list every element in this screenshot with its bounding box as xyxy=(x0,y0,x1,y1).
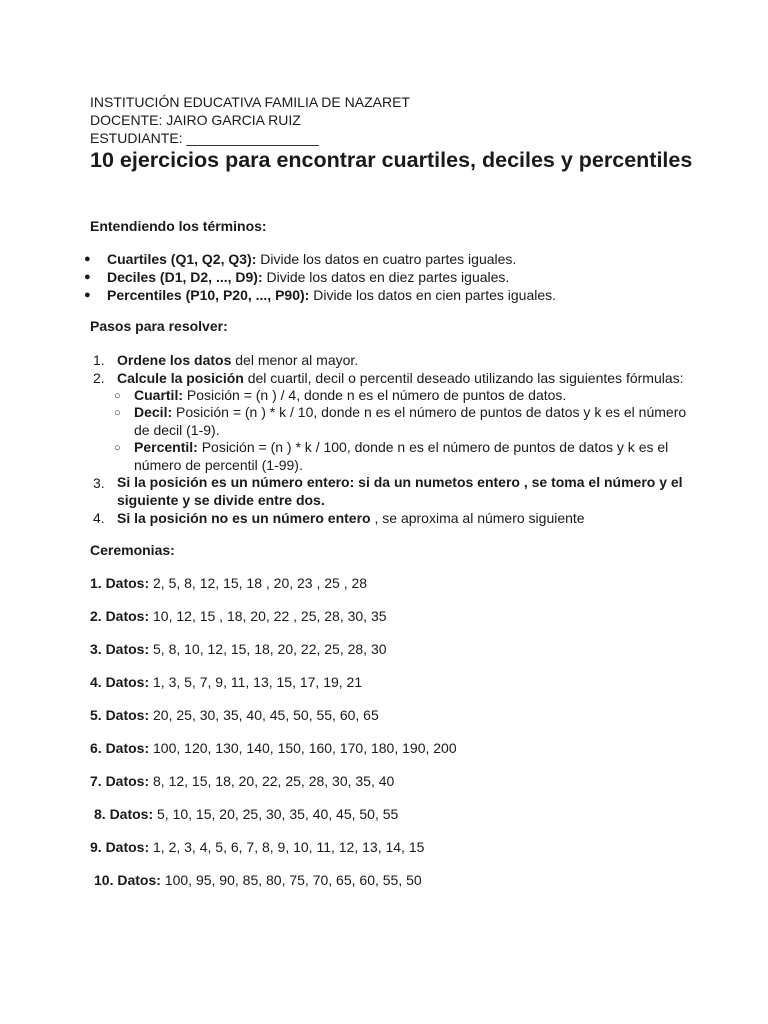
step-item: Si la posición es un número entero: si da un numetos entero , se toma el número y el siguiente y se divide entre dos. xyxy=(117,474,683,508)
exercises-heading: Ceremonias: xyxy=(90,542,175,558)
step-number: 4. xyxy=(93,510,105,526)
term-name: Cuartiles (Q1, Q2, Q3): xyxy=(107,251,257,267)
exercise-item: 8. Datos: 5, 10, 15, 20, 25, 30, 35, 40, 45, 50, 55 xyxy=(94,806,399,822)
step-item: Ordene los datos del menor al mayor. xyxy=(117,352,359,368)
term-description: Divide los datos en cuatro partes iguales. xyxy=(256,251,517,267)
term-name: Percentiles (P10, P20, ..., P90): xyxy=(107,287,310,303)
circle-bullet-icon: ○ xyxy=(114,390,121,402)
term-name: Deciles (D1, D2, ..., D9): xyxy=(107,269,263,285)
term-item-deciles xyxy=(0,268,700,286)
step-number: 3. xyxy=(93,475,105,491)
exercise-item: 10. Datos: 100, 95, 90, 85, 80, 75, 70, 65, 60, 55, 50 xyxy=(94,872,422,888)
exercise-item: 5. Datos: 20, 25, 30, 35, 40, 45, 50, 55, 60, 65 xyxy=(90,707,379,723)
exercise-item: 4. Datos: 1, 3, 5, 7, 9, 11, 13, 15, 17, 19, 21 xyxy=(90,674,363,690)
terms-heading: Entendiendo los términos: xyxy=(90,218,267,234)
bullet-icon: ● xyxy=(84,289,91,301)
exercise-item: 3. Datos: 5, 8, 10, 12, 15, 18, 20, 22, 25, 28, 30 xyxy=(90,641,387,657)
exercise-item: 2. Datos: 10, 12, 15 , 18, 20, 22 , 25, 28, 30, 35 xyxy=(90,608,387,624)
teacher-name: DOCENTE: JAIRO GARCIA RUIZ xyxy=(90,112,301,128)
term-description: Divide los datos en diez partes iguales. xyxy=(262,269,510,285)
formula-percentile: Percentil: Posición = (n ) * k / 100, donde n es el número de puntos de datos y k es el número de percentil (1-99). xyxy=(134,439,669,473)
step-number: 2. xyxy=(93,370,105,386)
exercise-item: 1. Datos: 2, 5, 8, 12, 15, 18 , 20, 23 , 25 , 28 xyxy=(90,575,368,591)
student-line: ESTUDIANTE: _________________ xyxy=(90,130,319,146)
terms-list xyxy=(0,250,700,304)
document-header xyxy=(90,93,410,147)
formula-quartile: Cuartil: Posición = (n ) / 4, donde n es el número de puntos de datos. xyxy=(134,387,567,403)
exercise-item: 6. Datos: 100, 120, 130, 140, 150, 160, 170, 180, 190, 200 xyxy=(90,740,457,756)
step-item: Calcule la posición del cuartil, decil o percentil deseado utilizando las siguientes fórmulas: xyxy=(117,370,684,386)
exercise-item: 9. Datos: 1, 2, 3, 4, 5, 6, 7, 8, 9, 10, 11, 12, 13, 14, 15 xyxy=(90,839,425,855)
formula-decile: Decil: Posición = (n ) * k / 10, donde n es el número de puntos de datos y k es el número de decil (1-9). xyxy=(134,404,687,438)
term-item-percentiles xyxy=(0,286,700,304)
term-item-quartiles xyxy=(0,250,700,268)
bullet-icon: ● xyxy=(84,271,91,283)
steps-heading: Pasos para resolver: xyxy=(90,318,228,334)
step-item: Si la posición no es un número entero , se aproxima al número siguiente xyxy=(117,510,585,526)
bullet-icon: ● xyxy=(84,253,91,265)
document-title: 10 ejercicios para encontrar cuartiles, deciles y percentiles xyxy=(90,148,693,172)
exercise-item: 7. Datos: 8, 12, 15, 18, 20, 22, 25, 28, 30, 35, 40 xyxy=(90,773,395,789)
circle-bullet-icon: ○ xyxy=(114,407,121,419)
step-number: 1. xyxy=(93,352,105,368)
institution-name: INSTITUCIÓN EDUCATIVA FAMILIA DE NAZARET xyxy=(90,94,410,110)
term-description: Divide los datos en cien partes iguales. xyxy=(309,287,557,303)
circle-bullet-icon: ○ xyxy=(114,442,121,454)
